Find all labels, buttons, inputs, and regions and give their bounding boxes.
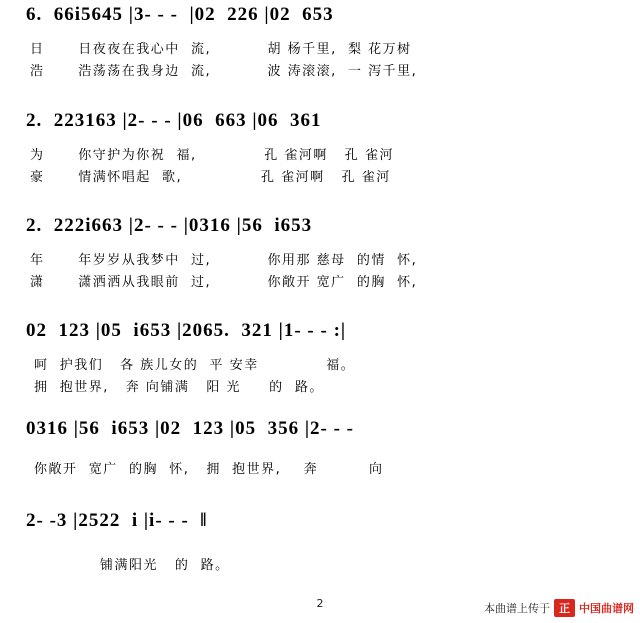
lyric-line-2: 潇 潇洒洒从我眼前 过, 你敞开 宽广 的胸 怀, xyxy=(30,275,418,290)
notation-row: 0316 |56 i653 |02 123 |05 356 |2- - - xyxy=(26,418,354,439)
lyric-line-1: 呵 护我们 各 族儿女的 平 安幸 福。 xyxy=(34,358,356,373)
notation-row: 02 123 |05 i653 |2065. 321 |1- - - :| xyxy=(26,320,347,341)
site-credit xyxy=(484,599,634,617)
lyric-line-1: 你敞开 宽广 的胸 怀, 拥 抱世界, 奔 向 xyxy=(34,462,384,477)
lyric-line-1: 日 日夜夜在我心中 流, 胡 杨千里, 梨 花万树 xyxy=(30,42,412,57)
lyric-line-1: 为 你守护为你祝 福, 孔 雀河啊 孔 雀河 xyxy=(30,148,394,163)
lyric-line-1: 铺满阳光 的 路。 xyxy=(100,558,230,573)
notation-row: 6. 66i5645 |3- - - |02 226 |02 653 xyxy=(26,4,334,25)
lyric-line-1: 年 年岁岁从我梦中 过, 你用那 慈母 的情 怀, xyxy=(30,253,418,268)
notation-row: 2. 223163 |2- - - |06 663 |06 361 xyxy=(26,110,322,131)
lyric-line-2: 豪 情满怀唱起 歌, 孔 雀河啊 孔 雀河 xyxy=(30,170,391,185)
lyric-line-2: 拥 抱世界, 奔 向铺满 阳 光 的 路。 xyxy=(34,380,324,395)
credit-text: 本曲谱上传于 xyxy=(484,602,550,615)
lyric-line-2: 浩 浩荡荡在我身边 流, 波 涛滚滚, 一 泻千里, xyxy=(30,64,418,79)
page-number: 2 xyxy=(316,597,324,610)
notation-row: 2- -3 |2522 i |i- - - ‖ xyxy=(26,510,208,531)
logo-name: 中国曲谱网 xyxy=(579,602,634,615)
logo-mark: 正 xyxy=(554,599,575,617)
notation-row: 2. 222i663 |2- - - |0316 |56 i653 xyxy=(26,215,313,236)
